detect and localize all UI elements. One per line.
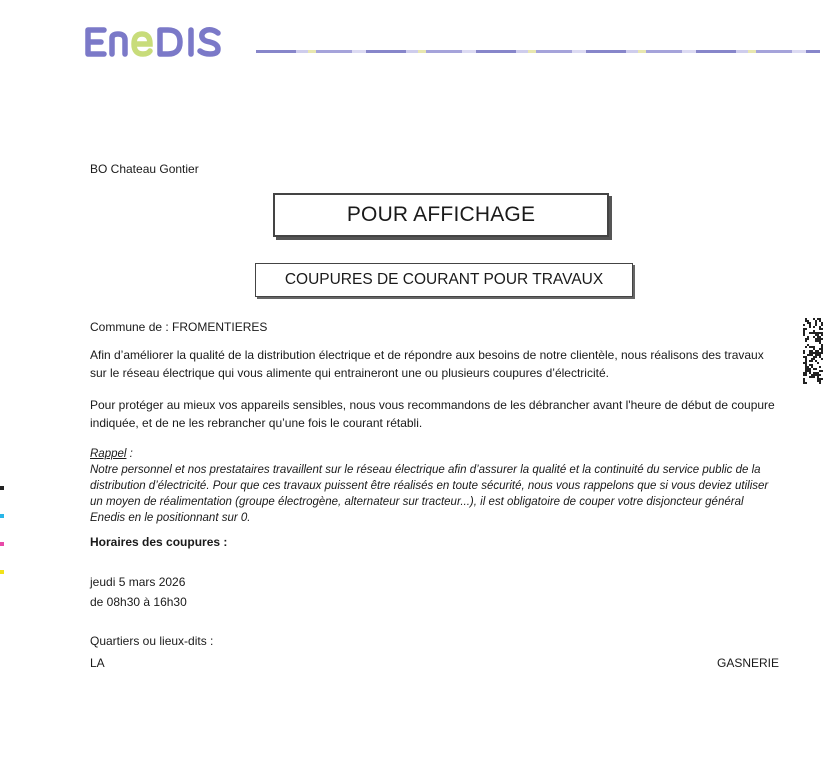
barcode-icon (803, 318, 823, 384)
header-rule (256, 50, 820, 53)
print-mark-yellow (0, 570, 4, 574)
print-mark-magenta (0, 542, 4, 546)
print-mark-cyan (0, 514, 4, 518)
outage-time: de 08h30 à 16h30 (90, 595, 187, 609)
reminder-block (90, 446, 780, 526)
location-right: GASNERIE (717, 656, 780, 670)
location-left: LA (90, 656, 105, 670)
notice-title: POUR AFFICHAGE (273, 193, 609, 237)
locations-heading: Quartiers ou lieux-dits : (90, 634, 214, 648)
reminder-text: Notre personnel et nos prestataires travaillent sur le réseau électrique afin d’assurer la qualité et la continuité du service public de la distribution d’électricité. Pour que ces travaux puissent être réalisés en toute sécurité, nous vous rappelons que si vous deviez utiliser un moyen de réalimentation (groupe électrogène, alternateur sur tracteur...), il est obligatoire de couper votre disjoncteur général Enedis en le positionnant sur 0. (90, 464, 769, 524)
reminder-title-suffix: : (126, 448, 133, 460)
print-mark-black (0, 486, 4, 490)
office-label: BO Chateau Gontier (90, 162, 199, 176)
notice-subtitle: COUPURES DE COURANT POUR TRAVAUX (255, 263, 633, 297)
enedis-logo (80, 18, 246, 62)
outage-date: jeudi 5 mars 2026 (90, 575, 186, 589)
commune-line: Commune de : FROMENTIERES (90, 320, 268, 334)
schedule-heading: Horaires des coupures : (90, 535, 228, 549)
advice-paragraph: Pour protéger au mieux vos appareils sensibles, nous vous recommandons de les débrancher avant l'heure de début de coupure indiquée, et de ne les rebrancher qu’une fois le courant rétabli. (90, 398, 775, 430)
reminder-title: Rappel (90, 448, 127, 460)
intro-paragraph: Afin d’améliorer la qualité de la distribution électrique et de répondre aux besoins de notre clientèle, nous réalisons des travaux sur le réseau électrique qui vous alimente qui entraineront une ou plusieurs coupures d’électricité. (90, 348, 764, 380)
